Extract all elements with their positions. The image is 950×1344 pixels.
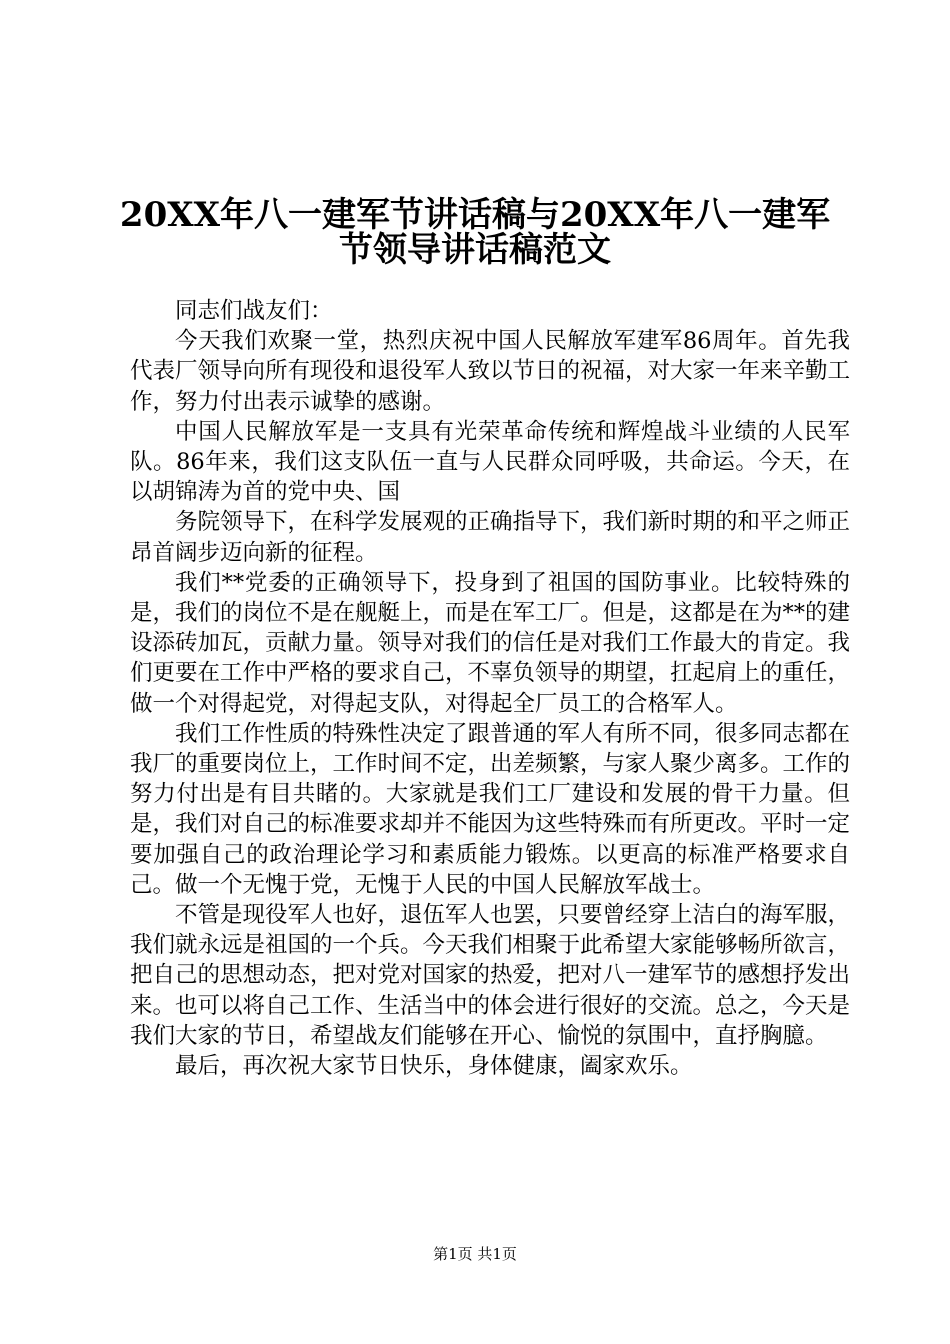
- paragraph: 中国人民解放军是一支具有光荣革命传统和辉煌战斗业绩的人民军队。86年来，我们这支队伍一直与人民群众同呼吸，共命运。今天，在以胡锦涛为首的党中央、国: [130, 418, 850, 506]
- paragraph: 我们工作性质的特殊性决定了跟普通的军人有所不同，很多同志都在我厂的重要岗位上，工作时间不定，出差频繁，与家人聚少离多。工作的努力付出是有目共睹的。大家就是我们工厂建设和发展的骨干力量。但是，我们对自己的标准要求却并不能因为这些特殊而有所更改。平时一定要加强自己的政治理论学习和素质能力锻炼。以更高的标准严格要求自己。做一个无愧于党，无愧于人民的中国人民解放军战士。: [130, 720, 851, 898]
- paragraph: 务院领导下，在科学发展观的正确指导下，我们新时期的和平之师正昂首阔步迈向新的征程。: [130, 509, 851, 566]
- paragraph: 我们**党委的正确领导下，投身到了祖国的国防事业。比较特殊的是，我们的岗位不是在舰艇上，而是在军工厂。但是，这都是在为**的建设添砖加瓦，贡献力量。领导对我们的信任是对我们工作最大的肯定。我们更要在工作中严格的要求自己，不辜负领导的期望，扛起肩上的重任，做一个对得起党，对得起支队，对得起全厂员工的合格军人。: [130, 569, 851, 717]
- document-title-line-1: 20XX年八一建军节讲话稿与20XX年八一建军: [119, 195, 831, 235]
- page-number-footer: 第1页 共1页: [433, 1245, 517, 1263]
- document-body: [130, 296, 850, 1081]
- paragraph: 不管是现役军人也好，退伍军人也罢，只要曾经穿上洁白的海军服，我们就永远是祖国的一个兵。今天我们相聚于此希望大家能够畅所欲言，把自己的思想动态，把对党对国家的热爱，把对八一建军节的感想抒发出来。也可以将自己工作、生活当中的体会进行很好的交流。总之，今天是我们大家的节日，希望战友们能够在开心、愉悦的氛围中，直抒胸臆。: [130, 902, 851, 1049]
- document-title-line-2: 节领导讲话稿范文: [339, 230, 611, 270]
- paragraph-salutation: 同志们战友们：: [175, 298, 333, 324]
- paragraph-closing: 最后，再次祝大家节日快乐，身体健康，阖家欢乐。: [175, 1053, 693, 1080]
- paragraph: 今天我们欢聚一堂，热烈庆祝中国人民解放军建军86周年。首先我代表厂领导向所有现役和退役军人致以节日的祝福，对大家一年来辛勤工作，努力付出表示诚挚的感谢。: [130, 328, 851, 415]
